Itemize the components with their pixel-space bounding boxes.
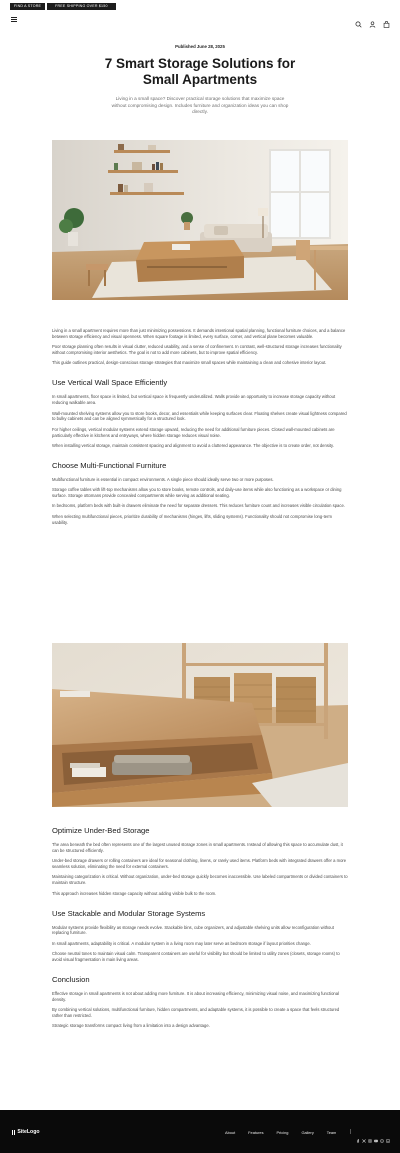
section-paragraph: Maintaining categorization is critical. Without organization, under-bed storage quickly becomes inaccessible. Use labeled compartments or divided containers to maintain structure. (52, 874, 348, 886)
footer-link-team[interactable]: Team (326, 1130, 337, 1135)
section-paragraph: Under-bed storage drawers or rolling containers are ideal for seasonal clothing, linens, or rarely used items. Platform beds with integrated drawers offer a more seamless solution, eliminating the need for external containers. (52, 858, 347, 870)
footer-link-features[interactable]: Features (248, 1130, 264, 1135)
section-paragraph: By combining vertical solutions, multifunctional furniture, hidden compartments, and adaptable systems, it is possible to create a space that feels structured rather than restricted. (52, 1007, 340, 1018)
lead-paragraph: Poor storage planning often results in visual clutter, reduced usability, and a sense of confinement. In contrast, well-structured storage increases functionality without compromising interior aesthetics. The goal is not to add more cabinets, but to improve spatial efficiency. (52, 344, 342, 356)
article-body-top (52, 328, 348, 530)
article-body-bottom (52, 826, 348, 1034)
youtube-icon[interactable] (374, 1130, 378, 1134)
section-heading-multifunctional: Choose Multi-Functional Furniture (52, 460, 167, 470)
section-heading-modular: Use Stackable and Modular Storage Systems (52, 908, 206, 918)
section-paragraph: Multifunctional furniture is essential in compact environments. A single piece should ideally serve two or more purposes. (52, 476, 274, 482)
header-icons (355, 15, 390, 22)
section-paragraph: In small apartments, floor space is limited, but vertical space is frequently underutilized. Walls provide an opportunity to increase storage capacity without reducing walkable area. (52, 394, 336, 406)
section-paragraph: Choose neutral tones to maintain visual calm. Transparent containers are useful for visibility but should be limited to utility zones (closets, storage rooms) to avoid visual fragmentation in main living areas. (52, 951, 340, 962)
free-shipping-banner: FREE SHIPPING OVER $150 (47, 3, 116, 10)
find-store-link[interactable]: FIND A STORE (10, 3, 45, 10)
article-intro: Living in a small space? Discover practical storage solutions that maximize space without compromising design. Includes furniture and organization ideas you can shop directly. (111, 96, 289, 115)
pinterest-icon[interactable] (380, 1130, 384, 1134)
section-paragraph: Strategic storage transforms compact living from a limitation into a design advantage. (52, 1023, 210, 1029)
site-footer (0, 1110, 400, 1153)
section-paragraph: When installing vertical storage, maintain consistent spacing and alignment to avoid a cluttered appearance. The objective is to create order, not density. (52, 442, 334, 448)
promo-bar (10, 3, 116, 10)
section-heading-under-bed: Optimize Under-Bed Storage (52, 826, 150, 835)
section-paragraph: Modular systems provide flexibility as storage needs evolve. Stackable bins, cube organizers, and adjustable shelving units allow reconfiguration without replacing furniture. (52, 924, 334, 936)
section-paragraph: When selecting multifunctional pieces, prioritize durability of mechanisms (hinges, lifts, sliding systems). Functionality should not compromise long-term usability. (52, 513, 332, 525)
linkedin-icon[interactable] (386, 1130, 390, 1134)
lead-paragraph: Living in a small apartment requires more than just minimizing possessions. It demands intentional spatial planning, functional furniture choices, and a balance between storage efficiency and visual openness. When square footage is limited, every surface, corner, and vertical plane becomes valuable. (52, 328, 346, 339)
section-paragraph: The area beneath the bed often represents one of the largest unused storage zones in small apartments. Instead of allowing this space to accumulate dust, it can be structured efficiently. (52, 842, 343, 853)
bag-icon[interactable] (383, 15, 390, 22)
logo-mark-icon (12, 1130, 15, 1135)
section-heading-conclusion: Conclusion (52, 974, 90, 984)
section-paragraph: Effective storage in small apartments is not about adding more furniture. It is about increasing efficiency, minimizing visual noise, and maximizing functional density. (52, 990, 339, 1002)
search-icon[interactable] (355, 15, 362, 22)
living-room-image (52, 140, 348, 300)
footer-link-gallery[interactable]: Gallery (301, 1130, 314, 1135)
page-title: 7 Smart Storage Solutions for Small Apartments (104, 56, 296, 87)
footer-divider (350, 1129, 351, 1134)
section-paragraph: For higher ceilings, vertical modular systems extend storage upward, reducing the need for additional furniture pieces. Closed wall-mounted cabinets are particularly effective in kitchens and entryways, where hidden storage reduces visual noise. (52, 426, 335, 438)
instagram-icon[interactable] (368, 1130, 372, 1134)
facebook-icon[interactable] (356, 1130, 360, 1134)
section-paragraph: Wall-mounted shelving systems allow you to store books, decor, and essentials while keeping surfaces clear. Floating shelves create visual lightness compared to bulky cabinets and can be aligned symmetrically for a structured look. (52, 410, 347, 422)
footer-logo[interactable] (12, 1129, 40, 1135)
user-icon[interactable] (369, 15, 376, 22)
lead-paragraph: This guide outlines practical, design-conscious storage strategies that maximize small spaces while maintaining a clean and cohesive interior layout. (52, 360, 327, 366)
section-paragraph: In bedrooms, platform beds with built-in drawers eliminate the need for separate dressers. This reduces furniture count and increases visible circulation space. (52, 503, 345, 509)
published-date: Published June 28, 2025 (175, 44, 225, 49)
section-paragraph: In small apartments, adaptability is critical. A modular system in a living room may later serve as bedroom storage if layout priorities change. (52, 940, 311, 946)
section-paragraph: This approach increases hidden storage capacity without adding visible bulk to the room. (52, 890, 217, 896)
footer-link-pricing[interactable]: Pricing (276, 1130, 289, 1135)
footer-nav (225, 1130, 349, 1135)
menu-icon[interactable] (11, 17, 17, 22)
footer-social (356, 1130, 390, 1134)
section-heading-vertical: Use Vertical Wall Space Efficiently (52, 378, 168, 388)
footer-logo-text: SiteLogo (17, 1129, 40, 1135)
footer-link-about[interactable]: About (225, 1130, 236, 1135)
twitter-icon[interactable] (362, 1130, 366, 1134)
section-paragraph: Storage coffee tables with lift-top mechanisms allow you to store books, remote controls, and daily-use items while also functioning as a workspace or dining surface. Storage ottomans provide concealed compartments while serving as additional seating. (52, 487, 342, 499)
storage-table-image (52, 643, 348, 807)
